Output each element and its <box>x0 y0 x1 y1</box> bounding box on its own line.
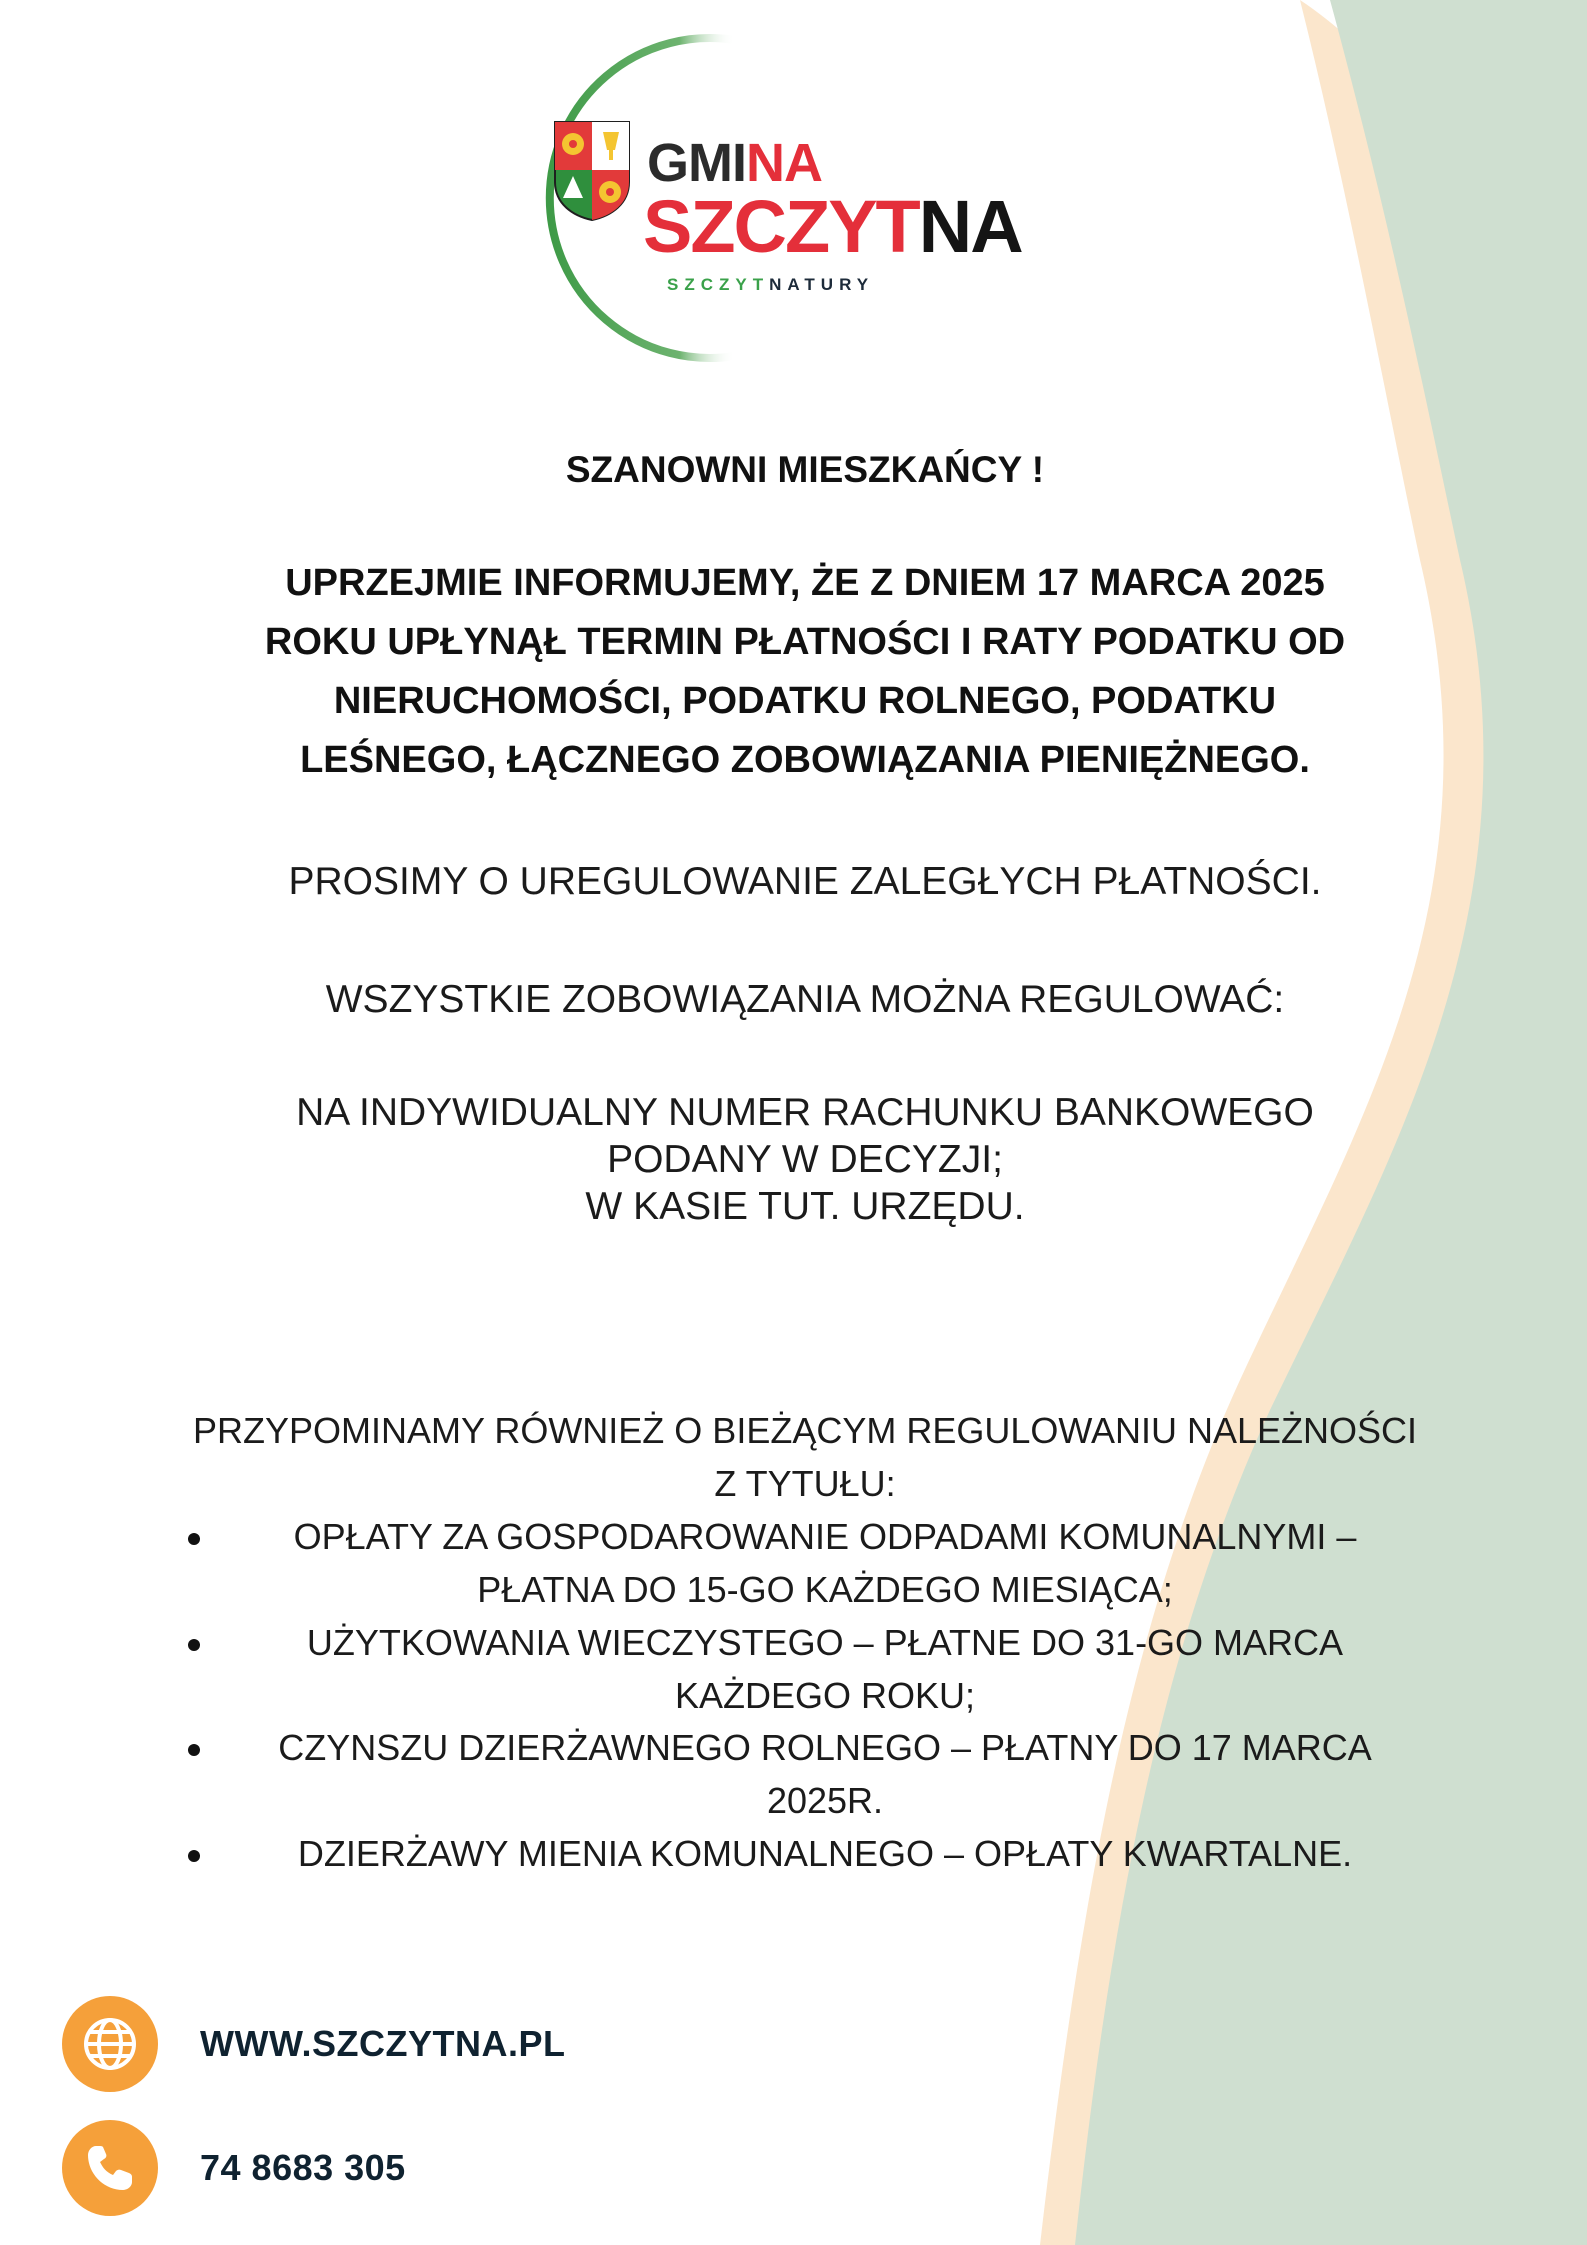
phone-contact[interactable] <box>62 2120 406 2216</box>
logo-szczytna-text: SZCZYTNA <box>643 185 1022 268</box>
list-item <box>180 1722 1430 1828</box>
method-line: W KASIE TUT. URZĘDU. <box>585 1185 1025 1229</box>
method-line: PODANY W DECYZJI; <box>607 1138 1003 1182</box>
website-contact[interactable] <box>62 1996 565 2092</box>
list-item-text: DZIERŻAWY MIENIA KOMUNALNEGO – OPŁATY KWARTALNE. <box>297 1833 1353 1875</box>
list-item-text: UŻYTKOWANIA WIECZYSTEGO – PŁATNE DO 31-GO MARCA KAŻDEGO ROKU; <box>306 1621 1344 1716</box>
lead-line: ROKU UPŁYNĄŁ TERMIN PŁATNOŚCI I RATY PODATKU OD <box>264 621 1346 664</box>
phone-icon <box>62 2120 158 2216</box>
methods-heading: WSZYSTKIE ZOBOWIĄZANIA MOŻNA REGULOWAĆ: <box>325 978 1285 1022</box>
greeting: SZANOWNI MIESZKAŃCY ! <box>565 449 1045 490</box>
lead-line: LEŚNEGO, ŁĄCZNEGO ZOBOWIĄZANIA PIENIĘŻNEGO. <box>300 739 1310 782</box>
method-line: NA INDYWIDUALNY NUMER RACHUNKU BANKOWEGO <box>296 1090 1314 1134</box>
list-item <box>180 1617 1430 1723</box>
reminder-list <box>180 1511 1430 1881</box>
lead-line: UPRZEJMIE INFORMUJEMY, ŻE Z DNIEM 17 MARCA 2025 <box>285 562 1325 605</box>
logo-gmina-text: GMINA <box>647 133 822 193</box>
payment-methods <box>150 1089 1460 1231</box>
list-item-text: OPŁATY ZA GOSPODAROWANIE ODPADAMI KOMUNALNYMI – PŁATNA DO 15-GO KAŻDEGO MIESIĄCA; <box>293 1515 1357 1610</box>
notice-content <box>150 448 1460 1230</box>
logo-tagline: SZCZYTNATURY <box>667 275 875 294</box>
reminder-section <box>180 1405 1430 1881</box>
globe-icon <box>62 1996 158 2092</box>
lead-paragraph <box>150 554 1460 790</box>
coat-of-arms-icon <box>553 120 631 222</box>
list-item <box>180 1828 1430 1881</box>
payment-request: PROSIMY O UREGULOWANIE ZALEGŁYCH PŁATNOŚCI. <box>288 859 1322 903</box>
website-link[interactable]: WWW.SZCZYTNA.PL <box>200 2023 566 2064</box>
list-item <box>180 1511 1430 1617</box>
list-item-text: CZYNSZU DZIERŻAWNEGO ROLNEGO – PŁATNY DO 17 MARCA 2025R. <box>278 1727 1372 1822</box>
municipality-logo <box>485 30 1045 370</box>
bullet-icon <box>188 1639 200 1651</box>
reminder-intro: PRZYPOMINAMY RÓWNIEŻ O BIEŻĄCYM REGULOWANIU NALEŻNOŚCI Z TYTUŁU: <box>192 1410 1418 1504</box>
bullet-icon <box>188 1744 200 1756</box>
lead-line: NIERUCHOMOŚCI, PODATKU ROLNEGO, PODATKU <box>333 680 1277 723</box>
phone-number[interactable]: 74 8683 305 <box>200 2147 406 2188</box>
bullet-icon <box>188 1850 200 1862</box>
bullet-icon <box>188 1533 200 1545</box>
